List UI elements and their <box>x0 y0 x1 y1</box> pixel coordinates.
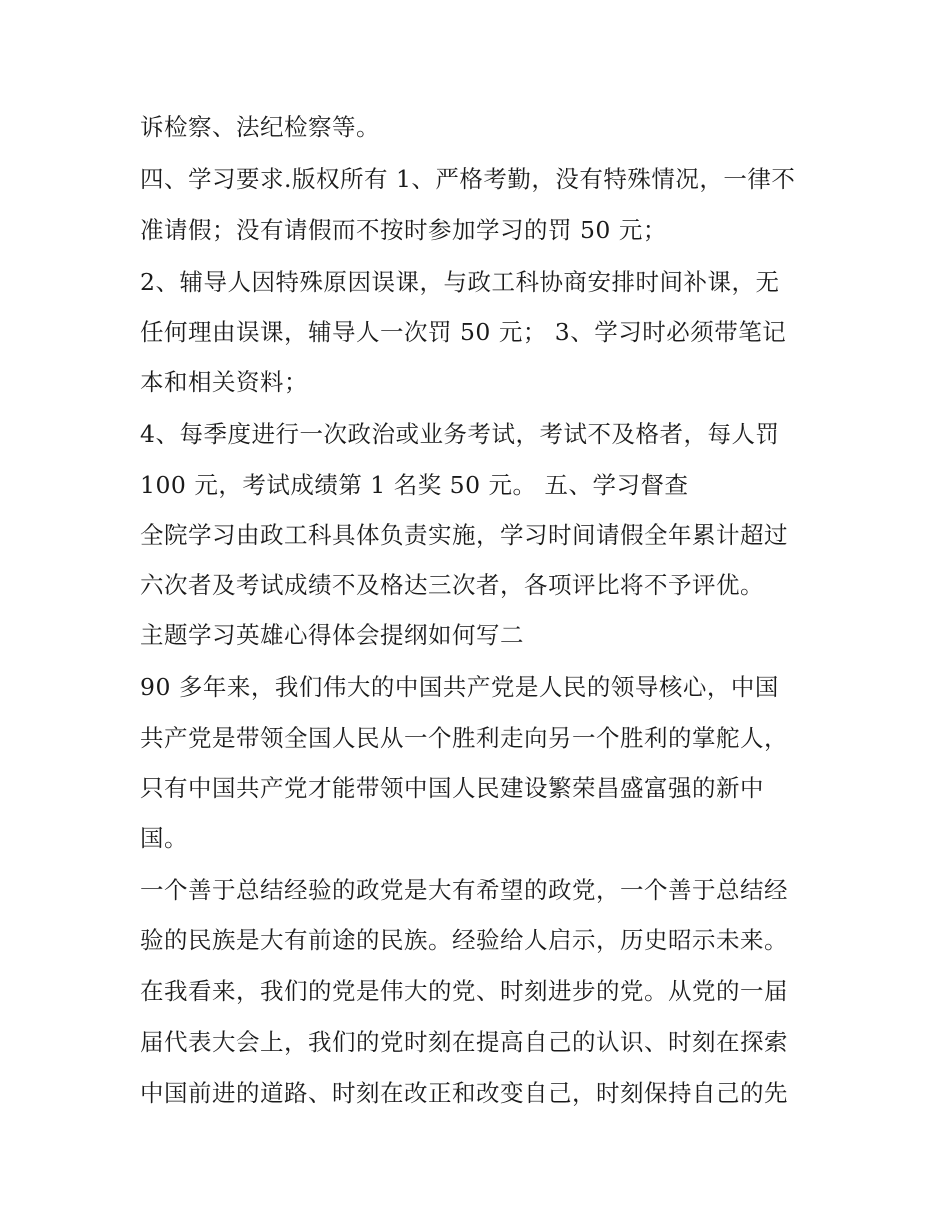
text-line: 全院学习由政工科具体负责实施，学习时间请假全年累计超过 <box>140 521 788 549</box>
text-line: 4、每季度进行一次政治或业务考试，考试不及格者，每人罚 <box>140 420 780 448</box>
text-line: 四、学习要求.版权所有 1、严格考勤，没有特殊情况，一律不 <box>140 165 796 193</box>
text-line: 100 元，考试成绩第 1 名奖 50 元。 五、学习督查 <box>140 471 689 499</box>
text-line: 准请假；没有请假而不按时参加学习的罚 50 元； <box>140 216 667 244</box>
text-line: 在我看来，我们的党是伟大的党、时刻进步的党。从党的一届 <box>140 977 788 1005</box>
text-line: 诉检察、法纪检察等。 <box>140 113 380 141</box>
text-line: 任何理由误课，辅导人一次罚 50 元； 3、学习时必须带笔记 <box>140 318 787 346</box>
text-line: 国。 <box>140 824 188 852</box>
text-line: 2、辅导人因特殊原因误课，与政工科协商安排时间补课，无 <box>140 268 780 296</box>
text-line: 六次者及考试成绩不及格达三次者，各项评比将不予评优。 <box>140 571 764 599</box>
text-line: 共产党是带领全国人民从一个胜利走向另一个胜利的掌舵人， <box>140 724 788 752</box>
text-line: 主题学习英雄心得体会提纲如何写二 <box>140 621 524 649</box>
text-line: 一个善于总结经验的政党是大有希望的政党，一个善于总结经 <box>140 876 788 904</box>
text-line: 只有中国共产党才能带领中国人民建设繁荣昌盛富强的新中 <box>140 774 764 802</box>
text-line: 90 多年来，我们伟大的中国共产党是人民的领导核心，中国 <box>140 673 779 701</box>
text-line: 验的民族是大有前途的民族。经验给人启示，历史昭示未来。 <box>140 926 788 954</box>
text-line: 中国前进的道路、时刻在改正和改变自己，时刻保持自己的先 <box>140 1079 788 1107</box>
text-line: 届代表大会上，我们的党时刻在提高自己的认识、时刻在探索 <box>140 1028 788 1056</box>
text-line: 本和相关资料； <box>140 368 308 396</box>
